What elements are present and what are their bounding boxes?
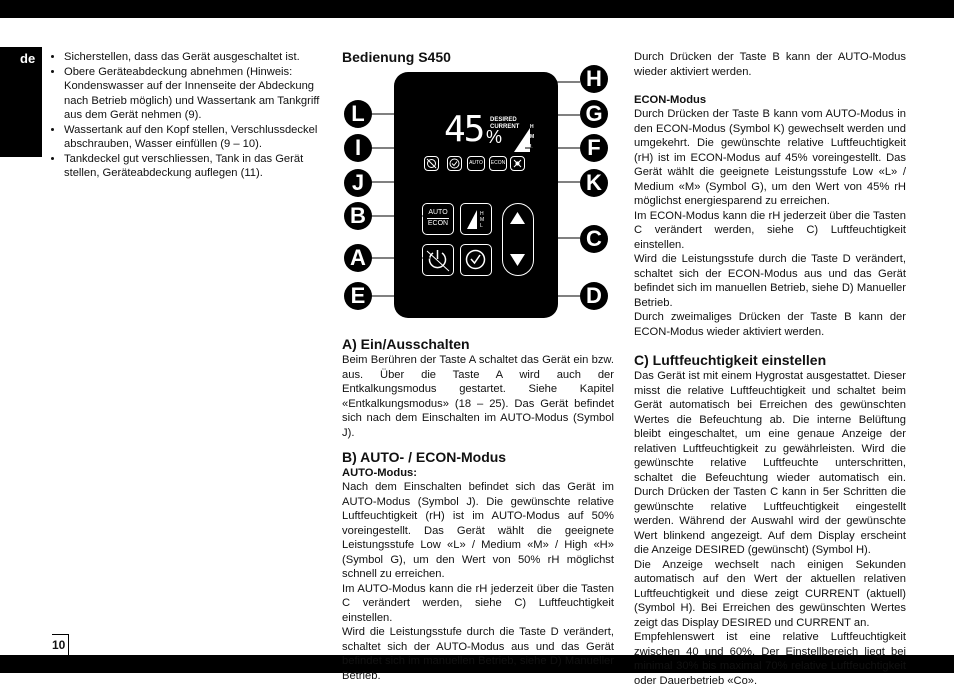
label-k: K: [580, 169, 608, 197]
section-a-text: Beim Berühren der Taste A schaltet das Gerät ein bzw. aus. Über die Taste A wird auch der Entkalkungsmodus gestartet. Siehe Kapitel «Entkalkungsmodus» (18 – 25). Das Gerät befindet sich nach dem Einschalten im AUTO-Modus (Symbol J).: [342, 354, 614, 439]
econ-text-2: Im ECON-Modus kann die rH jederzeit über die Tasten C verändert werden, siehe C) Luftfeuchtigkeit einstellen.: [634, 209, 906, 251]
econ-text-1: Durch Drücken der Taste B kann vom AUTO-Modus in den ECON-Modus (Symbol K) gewechselt werden und umgekehrt. Die gewünschte relative Luftfeuchtigkeit (rH) ist im ECON-Modus auf 45% voreingestellt. Das Gerät wählt die geeignete Leistungsstufe Low «L» / Medium «M» (Symbol G), um den Wert von 45% rH möglichst energiesparend zu erreichen.: [634, 108, 906, 207]
page-number: 10: [52, 634, 69, 655]
label-i: I: [344, 134, 372, 162]
econ-text-3: Wird die Leistungsstufe durch die Taste D verändert, schaltet sich der ECON-Modus aus und das Gerät befindet sich im manuellen Betrieb, siehe D) Manueller Betrieb.: [634, 253, 906, 309]
list-item: • Obere Geräteabdeckung abnehmen (Hinweis: Kondenswasser auf der Innenseite der Abdeckung nach Betrieb möglich) und Wassertank am Tankgriff aus dem Gerät nehmen (9).: [64, 65, 322, 123]
level-h: H: [530, 124, 534, 130]
language-tab: [0, 47, 42, 157]
section-c-text-2: Die Anzeige wechselt nach einigen Sekunden automatisch auf den Wert der aktuellen relativen Luftfeuchtigkeit und diese zeigt CURRENT (aktuell) (Symbol H). Bei Erreichen des gewünschten Wertes zeigt das Display DESIRED und CURRENT an.: [634, 558, 906, 629]
percent-sign: %: [486, 127, 503, 147]
svg-text:M: M: [480, 217, 485, 223]
list-item: • Tankdeckel gut verschliessen, Tank in das Gerät stellen, Geräteabdeckung auflegen (11).: [64, 152, 322, 181]
top-bar: [0, 0, 954, 18]
econ-indicator: ECON: [489, 156, 507, 171]
label-d: D: [580, 282, 608, 310]
label-f: F: [580, 134, 608, 162]
section-a: [342, 335, 614, 683]
auto-mode-text-1: Nach dem Einschalten befindet sich das Gerät im AUTO-Modus (Symbol J). Die gewünschte relative Luftfeuchtigkeit (rH) ist im AUTO-Modus auf 50% voreingestellt. Das Gerät wählt die geeignete Leistungsstufe Low «L» / Medium «M» / High «H» (Symbol G), um den Wert von 50% rH möglichst schnell zu erreichen.: [342, 481, 614, 580]
label-b: B: [344, 202, 372, 230]
label-l: L: [344, 100, 372, 128]
econ-column: [634, 50, 906, 688]
humidity-display: 45: [444, 109, 484, 150]
label-c: C: [580, 225, 608, 253]
section-a-title: A) Ein/Ausschalten: [342, 336, 470, 352]
auto-mode-subtitle: AUTO-Modus:: [342, 467, 417, 479]
level-l: L: [530, 144, 534, 150]
section-c-text-3: Empfehlenswert ist eine relative Luftfeuchtigkeit zwischen 40 und 60%. Der Einstellbereich liegt bei minimal 30% bis maximal 70% relative Luftfeuchtigkeit oder Dauerbetrieb «Co».: [634, 631, 906, 687]
econ-mode-subtitle: ECON-Modus: [634, 94, 707, 106]
current-indicator: CURRENT: [490, 124, 520, 130]
auto-mode-text-2: Im AUTO-Modus kann die rH jederzeit über die Tasten C verändert werden, siehe C) Luftfeuchtigkeit einstellen.: [342, 582, 614, 624]
desired-indicator: DESIRED: [490, 117, 517, 123]
label-j: J: [344, 169, 372, 197]
section-c-title: C) Luftfeuchtigkeit einstellen: [634, 352, 827, 368]
auto-label: AUTO: [427, 208, 449, 219]
label-a: A: [344, 244, 372, 272]
svg-text:L: L: [480, 223, 483, 229]
section-heading: Bedienung S450: [342, 49, 451, 65]
instructions-column: [50, 50, 322, 181]
list-item: • Sicherstellen, dass das Gerät ausgeschaltet ist.: [64, 50, 322, 65]
econ-label: ECON: [427, 220, 449, 227]
svg-text:H: H: [480, 211, 484, 217]
level-m: M: [530, 134, 535, 140]
fill-steps-list: [50, 50, 322, 181]
language-label: de: [20, 51, 36, 66]
callout-lines: [340, 60, 620, 320]
label-h: H: [580, 65, 608, 93]
section-b-title: B) AUTO- / ECON-Modus: [342, 449, 507, 465]
list-item: • Wassertank auf den Kopf stellen, Verschlussdeckel abschrauben, Wasser einfüllen (9 – 10).: [64, 123, 322, 152]
label-g: G: [580, 100, 608, 128]
auto-indicator: AUTO: [467, 156, 485, 171]
auto-reactivate-text: Durch Drücken der Taste B kann der AUTO-Modus wieder aktiviert werden.: [634, 51, 906, 78]
auto-mode-text-3: Wird die Leistungsstufe durch die Taste D verändert, schaltet sich der AUTO-Modus aus und das Gerät befindet sich im manuellen Betrieb, siehe D) Manueller Betrieb.: [342, 626, 614, 682]
section-c-text-1: Das Gerät ist mit einem Hygrostat ausgestattet. Dieser misst die relative Luftfeuchtigkeit und schaltet beim Gerät automatisch bei Erreichen des gewünschten Wertes die Befeuchtung ab. Die interne Belüftung bleibt eingeschaltet, um eine genaue Anzeige der relativen Luftfeuchtigkeit zu gewährleisten. Wird die gewünschte relative Luftfeuchte unterschritten, schaltet die Befeuchtung wieder automatisch ein. Durch Drücken der Tasten C kann in 5er Schritten die gewünschte relative Luftfeuchtigkeit eingestellt werden. Während der Auswahl wird der gewünschte Wert blinkend angezeigt. Auf dem Display erscheint die Anzeige DESIRED (gewünscht) (Symbol H).: [634, 370, 906, 556]
label-e: E: [344, 282, 372, 310]
econ-text-4: Durch zweimaliges Drücken der Taste B kann der ECON-Modus wieder aktiviert werden.: [634, 311, 906, 338]
